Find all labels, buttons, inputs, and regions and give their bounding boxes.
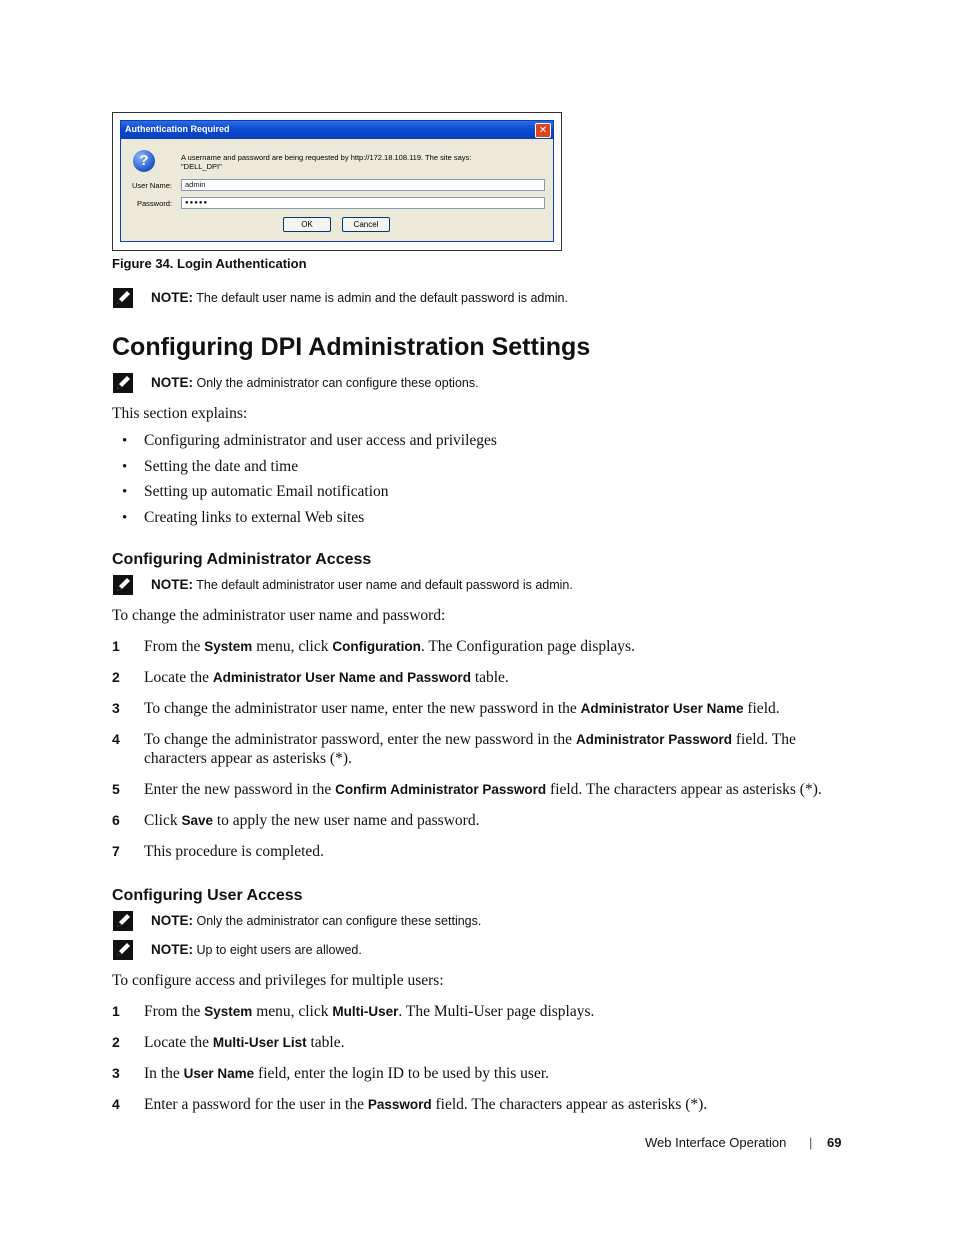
bullet-text: Creating links to external Web sites (144, 509, 365, 526)
username-label: User Name: (132, 181, 173, 190)
bullet-mark: • (122, 433, 128, 449)
user-access-heading: Configuring User Access (112, 887, 303, 904)
page-footer (645, 1135, 842, 1150)
list-item (112, 638, 635, 656)
list-item (112, 1034, 345, 1052)
list-item (112, 700, 780, 718)
admin-access-heading: Configuring Administrator Access (112, 551, 372, 568)
dialog-title: Authentication Required (125, 124, 230, 134)
question-icon: ? (133, 150, 155, 172)
step-number: 4 (112, 731, 120, 747)
note-label: NOTE: (151, 913, 193, 928)
note-label: NOTE: (151, 375, 193, 390)
note-pencil-icon (113, 373, 133, 393)
dialog-message-line1: A username and password are being requested by http://172.18.108.119. The site says: (181, 153, 472, 162)
list-item (112, 843, 324, 861)
close-icon[interactable]: ✕ (535, 123, 551, 138)
list-item (112, 812, 480, 830)
list-item (122, 432, 497, 450)
dialog-titlebar (121, 121, 553, 139)
username-field[interactable]: admin (181, 179, 545, 191)
bullet-text: Setting the date and time (144, 458, 299, 475)
list-item (112, 731, 796, 767)
note-default-credentials (151, 290, 568, 305)
footer-separator: | (809, 1135, 813, 1150)
step-number: 3 (112, 700, 120, 716)
step-number: 1 (112, 638, 120, 654)
step-text: Locate the Multi-User List table. (144, 1034, 345, 1051)
page-number: 69 (827, 1135, 842, 1150)
footer-section: Web Interface Operation (645, 1135, 787, 1150)
list-item (112, 1065, 550, 1083)
step-number: 1 (112, 1003, 120, 1019)
list-item (122, 509, 365, 527)
note-label: NOTE: (151, 290, 193, 305)
step-text: Click Save to apply the new user name and password. (144, 812, 480, 829)
note-label: NOTE: (151, 942, 193, 957)
bullet-mark: • (122, 510, 128, 526)
cancel-button[interactable]: Cancel (342, 217, 390, 232)
step-number: 3 (112, 1065, 120, 1081)
bullet-text: Setting up automatic Email notification (144, 483, 389, 500)
step-text: To change the administrator password, enter the new password in the Administrator Password field. The (144, 731, 796, 748)
list-item (122, 458, 299, 476)
note-pencil-icon (113, 940, 133, 960)
step-number: 2 (112, 669, 120, 685)
step-text: From the System menu, click Multi-User. The Multi-User page displays. (144, 1003, 595, 1020)
note-text: Up to eight users are allowed. (196, 943, 362, 957)
authentication-dialog (120, 120, 554, 242)
note-text: Only the administrator can configure these options. (196, 376, 479, 390)
password-label: Password: (137, 199, 173, 208)
bullet-text: Configuring administrator and user access and privileges (144, 432, 497, 449)
step-text: To change the administrator user name, enter the new password in the Administrator User Name field. (144, 700, 780, 717)
user-intro: To configure access and privileges for multiple users: (112, 972, 444, 989)
note-admin-default (151, 577, 573, 592)
step-text: Locate the Administrator User Name and Password table. (144, 669, 509, 686)
note-text: Only the administrator can configure these settings. (196, 914, 482, 928)
dialog-message (181, 153, 521, 171)
step-number: 6 (112, 812, 120, 828)
ok-button[interactable]: OK (283, 217, 331, 232)
note-text: The default user name is admin and the default password is admin. (196, 291, 568, 305)
step-text: Enter the new password in the Confirm Administrator Password field. The characters appear as asterisks (*). (144, 781, 822, 798)
note-pencil-icon (113, 911, 133, 931)
list-item (112, 1003, 595, 1021)
bullet-mark: • (122, 459, 128, 475)
step-text: From the System menu, click Configuration. The Configuration page displays. (144, 638, 635, 655)
login-screenshot-figure (112, 112, 562, 251)
step-number: 5 (112, 781, 120, 797)
password-field[interactable]: ●●●●● (181, 197, 545, 209)
step-text-continued: characters appear as asterisks (*). (144, 750, 352, 767)
step-text: In the User Name field, enter the login ID to be used by this user. (144, 1065, 550, 1082)
dialog-message-line2: "DELL_DPI" (181, 162, 222, 171)
note-pencil-icon (113, 288, 133, 308)
section-intro: This section explains: (112, 405, 248, 422)
bullet-mark: • (122, 484, 128, 500)
section-title: Configuring DPI Administration Settings (112, 333, 591, 361)
list-item (112, 1096, 708, 1114)
figure-caption: Figure 34. Login Authentication (112, 256, 307, 271)
note-text: The default administrator user name and default password is admin. (196, 578, 573, 592)
list-item (112, 669, 509, 687)
admin-intro: To change the administrator user name and password: (112, 607, 446, 624)
note-admin-settings (151, 913, 481, 928)
step-number: 4 (112, 1096, 120, 1112)
step-number: 7 (112, 843, 120, 859)
step-number: 2 (112, 1034, 120, 1050)
note-user-limit (151, 942, 362, 957)
note-admin-only (151, 375, 479, 390)
note-label: NOTE: (151, 577, 193, 592)
list-item (112, 781, 822, 799)
step-text: This procedure is completed. (144, 843, 324, 860)
list-item (122, 483, 389, 501)
step-text: Enter a password for the user in the Password field. The characters appear as asterisks (*). (144, 1096, 708, 1113)
note-pencil-icon (113, 575, 133, 595)
